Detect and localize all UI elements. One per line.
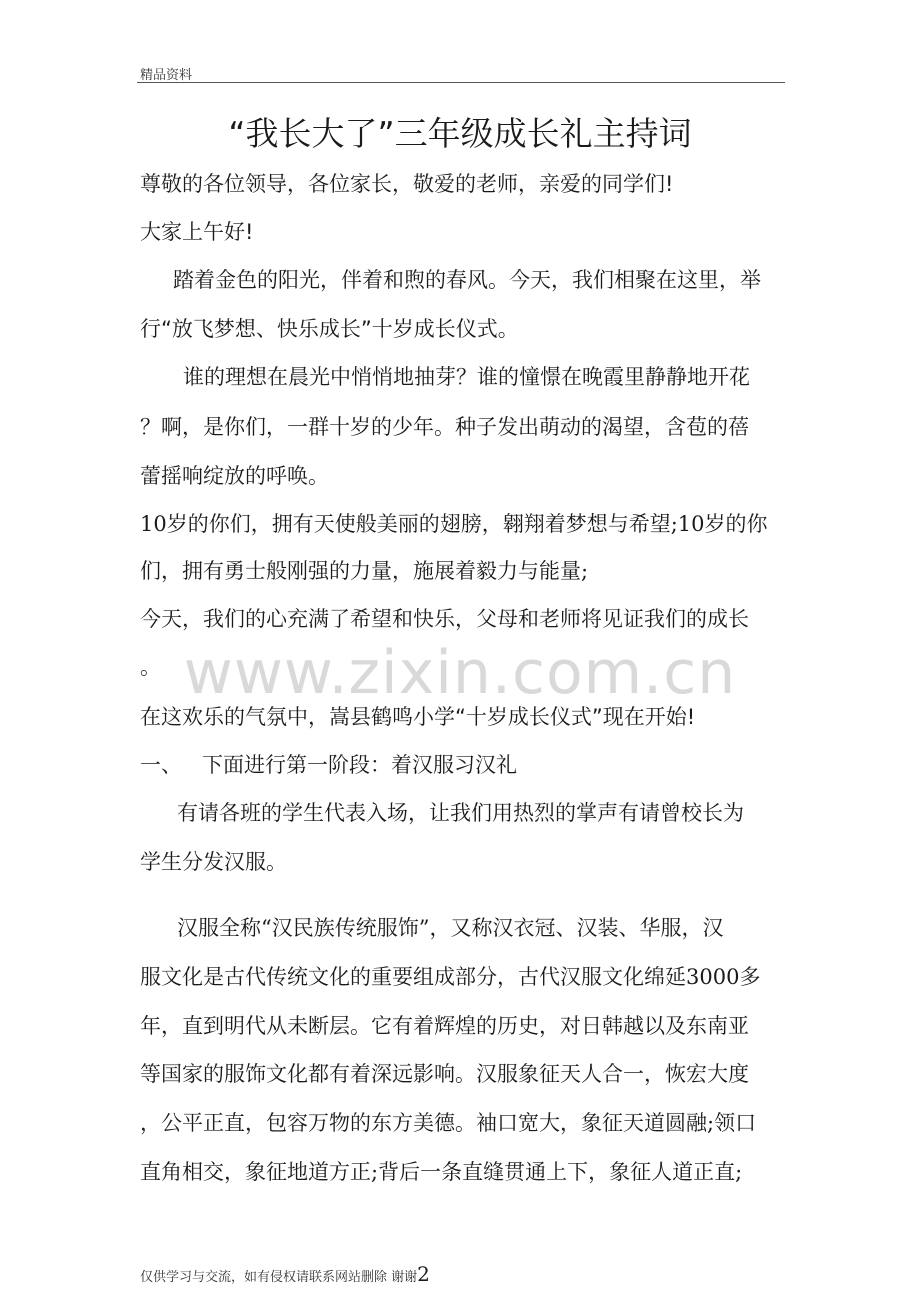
section-heading: 一、 下面进行第一阶段：着汉服习汉礼 xyxy=(140,753,518,777)
paragraph-line: 服文化是古代传统文化的重要组成部分，古代汉服文化绵延3000多 xyxy=(140,965,761,989)
document-title: “我长大了”三年级成长礼主持词 xyxy=(228,114,692,153)
paragraph-line: 10岁的你们，拥有天使般美丽的翅膀，翱翔着梦想与希望;10岁的你 xyxy=(140,512,768,536)
paragraph-line: 学生分发汉服。 xyxy=(140,850,287,874)
paragraph-line: 年，直到明代从未断层。它有着辉煌的历史，对日韩越以及东南亚 xyxy=(140,1014,749,1038)
paragraph-line: 尊敬的各位领导，各位家长，敬爱的老师，亲爱的同学们! xyxy=(140,172,674,196)
paragraph-line: 大家上午好! xyxy=(140,220,254,244)
page-header-label: 精品资料 xyxy=(140,68,193,83)
paragraph-line: 直角相交，象征地道方正;背后一条直缝贯通上下，象征人道正直; xyxy=(140,1160,743,1184)
paragraph-line: ？啊，是你们，一群十岁的少年。种子发出萌动的渴望，含苞的蓓 xyxy=(140,415,749,439)
page-footer xyxy=(140,1262,430,1286)
paragraph-line: 等国家的服饰文化都有着深远影响。汉服象征天人合一，恢宏大度 xyxy=(140,1062,749,1086)
paragraph-line: 。 xyxy=(140,655,161,679)
page-number: 2 xyxy=(417,1262,430,1286)
footer-note: 仅供学习与交流，如有侵权请联系网站删除 谢谢 xyxy=(140,1270,418,1285)
watermark: www.zixin.com.cn xyxy=(183,638,737,708)
paragraph-line: 们，拥有勇士般刚强的力量，施展着毅力与能量; xyxy=(140,559,589,583)
paragraph-line: 今天，我们的心充满了希望和快乐，父母和老师将见证我们的成长 xyxy=(140,607,749,631)
paragraph-line: 行“放飞梦想、快乐成长”十岁成长仪式。 xyxy=(140,317,519,341)
paragraph-line: 在这欢乐的气氛中，嵩县鹤鸣小学“十岁成长仪式”现在开始! xyxy=(140,705,696,729)
header-rule xyxy=(137,82,785,83)
paragraph-line: ，公平正直，包容万物的东方美德。袖口宽大，象征天道圆融;领口 xyxy=(140,1111,757,1135)
paragraph-line: 谁的理想在晨光中悄悄地抽芽？谁的憧憬在晚霞里静静地开花 xyxy=(183,365,750,389)
paragraph-line: 汉服全称“汉民族传统服饰”，又称汉衣冠、汉装、华服，汉 xyxy=(177,916,724,940)
paragraph-line: 蕾摇响绽放的呼唤。 xyxy=(140,464,329,488)
paragraph-line: 有请各班的学生代表入场，让我们用热烈的掌声有请曾校长为 xyxy=(177,801,744,825)
paragraph-line: 踏着金色的阳光，伴着和煦的春风。今天，我们相聚在这里，举 xyxy=(173,268,761,292)
